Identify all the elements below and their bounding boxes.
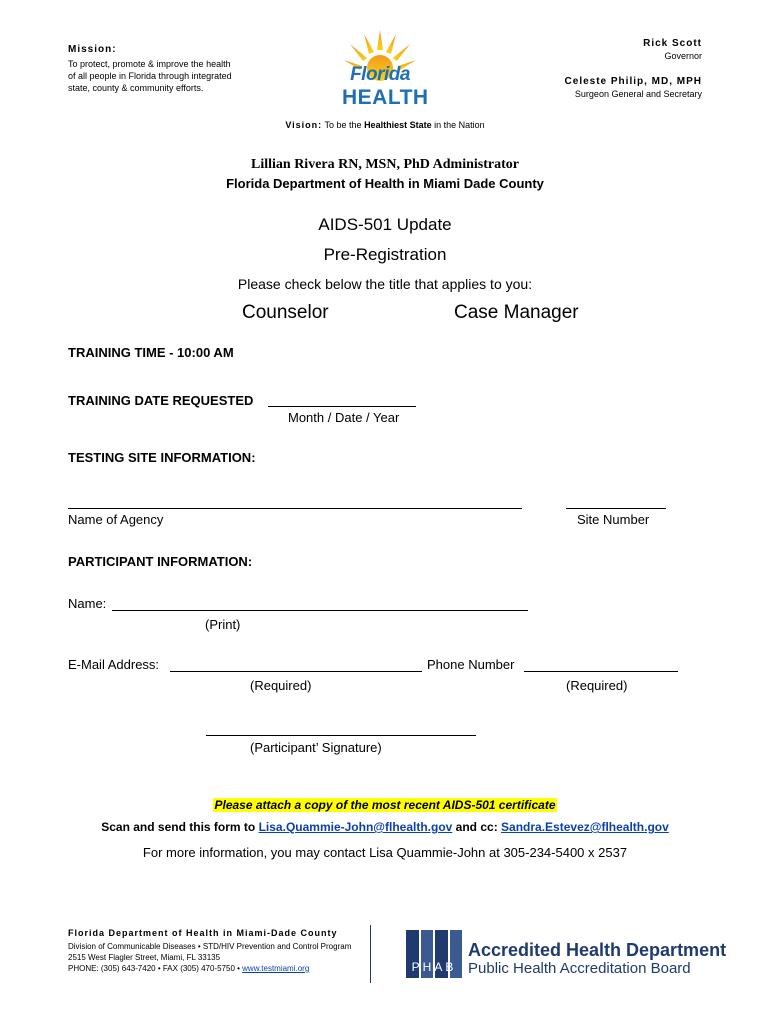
phone-input[interactable] bbox=[524, 657, 678, 672]
phab-logo bbox=[406, 930, 462, 978]
mission-label: Mission: bbox=[68, 44, 117, 55]
training-date-input[interactable] bbox=[268, 392, 416, 407]
surgeon-name: Celeste Philip, MD, MPH bbox=[564, 76, 702, 87]
website-link[interactable]: www.testmiami.org bbox=[242, 964, 310, 973]
agency-name-input[interactable] bbox=[68, 494, 522, 509]
officials-block bbox=[452, 38, 702, 100]
email-label: E-Mail Address: bbox=[68, 657, 160, 672]
site-number-input[interactable] bbox=[566, 494, 666, 509]
phone-label: Phone Number bbox=[427, 657, 515, 672]
form-subtitle: Pre-Registration bbox=[323, 245, 447, 264]
attach-note: Please attach a copy of the most recent AIDS-501 certificate bbox=[214, 798, 556, 812]
email-required-hint: (Required) bbox=[250, 678, 312, 693]
participant-name-input[interactable] bbox=[112, 596, 528, 611]
contact-line: For more information, you may contact Lisa Quammie-John at 305-234-5400 x 2537 bbox=[142, 845, 628, 860]
training-date-label: TRAINING DATE REQUESTED bbox=[68, 393, 254, 408]
attach-note-line bbox=[0, 798, 770, 812]
name-label: Name: bbox=[68, 596, 107, 611]
signature-input[interactable] bbox=[206, 721, 476, 736]
vision-line: Vision: To be the Healthiest State in the Nation bbox=[285, 120, 485, 130]
administrator-name: Lillian Rivera RN, MSN, PhD Administrator bbox=[251, 157, 519, 172]
testing-site-heading: TESTING SITE INFORMATION: bbox=[68, 450, 256, 465]
option-case-manager[interactable]: Case Manager bbox=[454, 302, 579, 323]
phone-required-hint: (Required) bbox=[566, 678, 628, 693]
vision-label: Vision: bbox=[285, 120, 323, 130]
print-hint: (Print) bbox=[205, 617, 241, 632]
accredited-line-2: Public Health Accreditation Board bbox=[468, 960, 691, 977]
scan-instructions: Scan and send this form to Lisa.Quammie-John@flhealth.gov and cc: Sandra.Estevez@flhealth.gov bbox=[101, 820, 669, 834]
footer-address: 2515 West Flagler Street, Miami, FL 33135 bbox=[68, 953, 221, 962]
training-date-hint: Month / Date / Year bbox=[288, 410, 400, 425]
surgeon-title: Surgeon General and Secretary bbox=[574, 89, 702, 99]
form-instruction: Please check below the title that applies to you: bbox=[237, 276, 533, 292]
form-title: AIDS-501 Update bbox=[318, 215, 452, 234]
footer-divider bbox=[370, 925, 371, 983]
governor-title: Governor bbox=[664, 51, 702, 61]
footer-org-block bbox=[68, 928, 368, 974]
option-counselor[interactable]: Counselor bbox=[242, 302, 329, 323]
logo-florida-text: Florida bbox=[350, 64, 410, 85]
training-time: TRAINING TIME - 10:00 AM bbox=[68, 345, 234, 360]
footer-division: Division of Communicable Diseases • STD/HIV Prevention and Control Program bbox=[68, 942, 352, 951]
footer-org: Florida Department of Health in Miami-Dade County bbox=[68, 928, 338, 938]
florida-health-logo bbox=[342, 28, 429, 114]
footer-contact: PHONE: (305) 643-7420 • FAX (305) 470-5750 • www.testmiami.org bbox=[68, 964, 310, 973]
participant-heading: PARTICIPANT INFORMATION: bbox=[68, 554, 253, 569]
department-name: Florida Department of Health in Miami Dade County bbox=[226, 176, 544, 191]
site-number-label: Site Number bbox=[577, 512, 650, 527]
signature-hint: (Participant’ Signature) bbox=[250, 740, 382, 755]
mission-text: To protect, promote & improve the health of all people in Florida through integrated state, county & community efforts. bbox=[68, 59, 232, 93]
mission-block bbox=[68, 44, 268, 94]
agency-label: Name of Agency bbox=[68, 512, 164, 527]
accredited-line-1: Accredited Health Department bbox=[468, 940, 727, 960]
email-input[interactable] bbox=[170, 657, 422, 672]
email-link-sandra[interactable]: Sandra.Estevez@flhealth.gov bbox=[501, 820, 669, 834]
phab-letters: PHAB bbox=[411, 960, 457, 974]
email-link-lisa[interactable]: Lisa.Quammie-John@flhealth.gov bbox=[258, 820, 453, 834]
logo-health-text: HEALTH bbox=[342, 86, 429, 109]
governor-name: Rick Scott bbox=[643, 38, 702, 49]
